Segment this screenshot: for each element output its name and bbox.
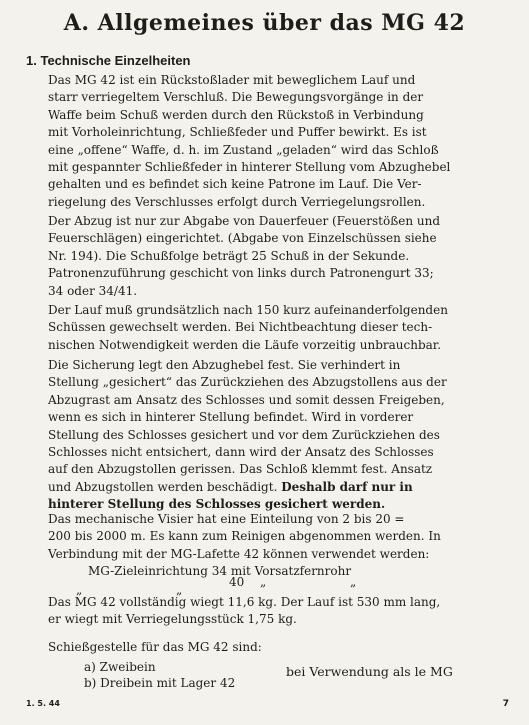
text-line: Stellung „gesichert“ das Zurückziehen des Abzugstollens aus der — [48, 375, 447, 390]
text-line: auf den Abzugstollen gerissen. Das Schloß klemmt fest. Ansatz — [48, 462, 433, 477]
text-line: gehalten und es befindet sich keine Patrone im Lauf. Die Ver- — [48, 177, 422, 192]
text-line: 200 bis 2000 m. Es kann zum Reinigen abgenommen werden. In — [48, 529, 441, 544]
ditto-mark: „ — [350, 575, 357, 589]
ditto-mark: „ — [176, 583, 183, 597]
ditto-mark: „ — [260, 575, 267, 589]
text-line: mit gespannter Schließfeder in hinterer Stellung vom Abzughebel — [48, 160, 451, 175]
text-line: Feuerschlägen) eingerichtet. (Abgabe von Einzelschüssen siehe — [48, 231, 437, 246]
paragraph-mounts — [48, 639, 498, 656]
page-number: 7 — [502, 699, 509, 709]
text-line: Patronenzuführung geschicht von links durch Patronengurt 33; — [48, 266, 434, 281]
scope-line: MG-Zieleinrichtung 34 mit Vorsatzfernrohr — [88, 564, 352, 579]
paragraph-weight — [48, 594, 498, 629]
ditto-number: 40 — [229, 575, 245, 589]
section-number: 1. — [26, 53, 37, 68]
text-line: riegelung des Verschlusses erfolgt durch Verriegelungsrollen. — [48, 194, 426, 209]
bold-warning-start: Deshalb darf nur in — [281, 479, 413, 494]
list-item-bipod: a) Zweibein — [84, 660, 156, 674]
text-line: Schlosses nicht entsichert, dann wird der Ansatz des Schlosses — [48, 445, 434, 460]
text-line: Nr. 194). Die Schußfolge beträgt 25 Schuß in der Sekunde. — [48, 248, 410, 263]
text-line: Der Lauf muß grundsätzlich nach 150 kurz aufeinanderfolgenden — [48, 303, 448, 317]
text-line: Das mechanische Visier hat eine Einteilung von 2 bis 20 = — [48, 512, 405, 526]
list-note: bei Verwendung als le MG — [286, 664, 453, 679]
paragraph-sight — [48, 511, 498, 581]
section-title: Technische Einzelheiten — [40, 53, 191, 68]
text-line: mit Vorholeinrichtung, Schließfeder und Puffer bewirkt. Es ist — [48, 125, 427, 140]
text-line: 34 oder 34/41. — [48, 283, 138, 298]
page-title: A. Allgemeines über das MG 42 — [63, 10, 466, 36]
footer-date: 1. 5. 44 — [26, 699, 60, 708]
text-line: Die Sicherung legt den Abzughebel fest. Sie verhindert in — [48, 358, 401, 372]
text-line — [48, 479, 498, 496]
text-line: nischen Notwendigkeit werden die Läufe vorzeitig unbrauchbar. — [48, 337, 442, 352]
text-line: starr verriegeltem Verschluß. Die Bewegungsvorgänge in der — [48, 90, 424, 105]
list-item-tripod: b) Dreibein mit Lager 42 — [84, 676, 236, 690]
paragraph-mechanism — [48, 72, 498, 211]
text-line: Das MG 42 vollständig wiegt 11,6 kg. Der Lauf ist 530 mm lang, — [48, 595, 441, 609]
text-line: Waffe beim Schuß werden durch den Rückstoß in Verbindung — [48, 107, 424, 122]
bold-warning: hinterer Stellung des Schlosses gesichert werden. — [48, 497, 386, 512]
ditto-mark: „ — [76, 583, 83, 597]
text-line: Der Abzug ist nur zur Abgabe von Dauerfeuer (Feuerstößen und — [48, 214, 441, 228]
text-line: Das MG 42 ist ein Rückstoßlader mit beweglichem Lauf und — [48, 73, 416, 87]
section-heading — [26, 53, 191, 68]
text-line: Stellung des Schlosses gesichert und vor dem Zurückziehen des — [48, 427, 440, 442]
text-line: Verbindung mit der MG-Lafette 42 können verwendet werden: — [48, 546, 430, 561]
text-line: eine „offene“ Waffe, d. h. im Zustand „geladen“ wird das Schloß — [48, 142, 439, 157]
paragraph-trigger — [48, 213, 498, 300]
text-line: er wiegt mit Verriegelungsstück 1,75 kg. — [48, 612, 297, 627]
paragraph-safety — [48, 357, 498, 514]
text-line: wenn es sich in hinterer Stellung befindet. Wird in vorderer — [48, 410, 414, 425]
text-line: Schüssen gewechselt werden. Bei Nichtbeachtung dieser tech- — [48, 320, 433, 335]
text-line: Schießgestelle für das MG 42 sind: — [48, 640, 262, 654]
text-line: Abzugrast am Ansatz des Schlosses und somit dessen Freigeben, — [48, 392, 445, 407]
paragraph-barrel-change — [48, 302, 498, 354]
text-span: und Abzugstollen werden beschädigt. — [48, 479, 278, 494]
